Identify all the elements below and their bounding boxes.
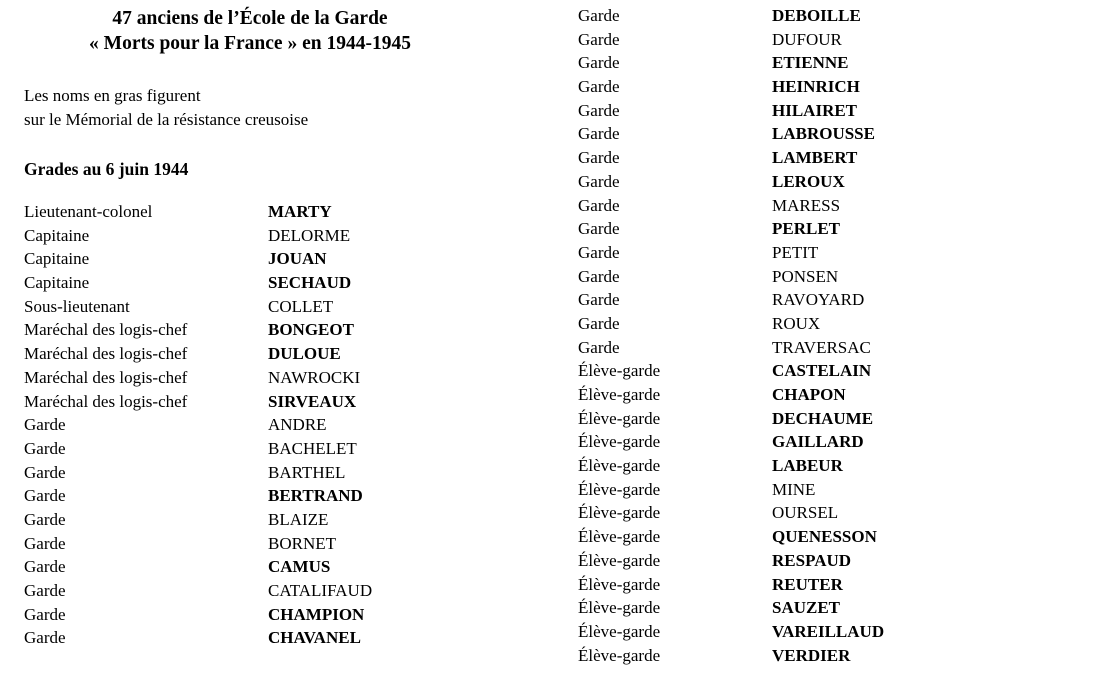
right-entry-list — [578, 4, 1088, 667]
list-item — [24, 366, 544, 390]
list-item — [578, 573, 1088, 597]
entry-rank: Garde — [578, 266, 620, 286]
entry-name: VAREILLAUD — [772, 621, 885, 641]
entry-name: BERTRAND — [268, 486, 363, 506]
entry-name: PERLET — [772, 219, 841, 239]
entry-name: CASTELAIN — [772, 361, 872, 381]
entry-name: NAWROCKI — [268, 367, 361, 387]
entry-rank: Élève-garde — [578, 598, 661, 618]
entry-rank: Maréchal des logis-chef — [24, 391, 188, 411]
entry-rank: Élève-garde — [578, 550, 661, 570]
entry-name: BLAIZE — [268, 509, 329, 529]
list-item — [24, 626, 544, 650]
entry-rank: Garde — [24, 557, 66, 577]
entry-rank: Élève-garde — [578, 527, 661, 547]
entry-name: TRAVERSAC — [772, 337, 871, 357]
entry-rank: Garde — [24, 415, 66, 435]
entry-name: BONGEOT — [268, 320, 354, 340]
entry-name: CHAMPION — [268, 604, 365, 624]
entry-name: QUENESSON — [772, 527, 877, 547]
entry-rank: Garde — [578, 242, 620, 262]
entry-rank: Garde — [578, 219, 620, 239]
page-title — [24, 6, 476, 56]
entry-name: LABEUR — [772, 456, 843, 476]
entry-rank: Capitaine — [24, 249, 90, 269]
entry-name: LEROUX — [772, 171, 845, 191]
entry-name: COLLET — [268, 296, 334, 316]
list-item — [24, 532, 544, 556]
entry-rank: Garde — [578, 6, 620, 25]
entry-rank: Garde — [578, 124, 620, 144]
entry-rank: Garde — [578, 195, 620, 215]
entry-name: PETIT — [772, 242, 819, 262]
entry-name: LABROUSSE — [772, 124, 875, 144]
list-item — [578, 146, 1088, 170]
entry-name: DULOUE — [268, 344, 341, 364]
entry-rank: Élève-garde — [578, 408, 661, 428]
list-item — [578, 644, 1088, 668]
list-item — [578, 359, 1088, 383]
list-item — [578, 407, 1088, 431]
entry-rank: Élève-garde — [578, 361, 661, 381]
list-item — [24, 437, 544, 461]
entry-rank: Maréchal des logis-chef — [24, 320, 188, 340]
entry-name: DECHAUME — [772, 408, 874, 428]
entry-name: HEINRICH — [772, 77, 860, 97]
entry-name: RAVOYARD — [772, 290, 865, 310]
entry-name: CHAVANEL — [268, 628, 361, 648]
legend-note-line-1: Les noms en gras figurent — [24, 86, 201, 105]
entry-rank: Garde — [578, 290, 620, 310]
entry-rank: Élève-garde — [578, 432, 661, 452]
entry-name: HILAIRET — [772, 100, 858, 120]
list-item — [578, 75, 1088, 99]
entry-rank: Garde — [578, 148, 620, 168]
list-item — [24, 603, 544, 627]
list-item — [578, 241, 1088, 265]
list-item — [24, 390, 544, 414]
list-item — [24, 247, 544, 271]
entry-rank: Sous-lieutenant — [24, 296, 130, 316]
entry-rank: Garde — [24, 628, 66, 648]
entry-rank: Élève-garde — [578, 645, 661, 665]
list-item — [578, 430, 1088, 454]
list-item — [578, 288, 1088, 312]
entry-rank: Garde — [24, 604, 66, 624]
list-item — [578, 478, 1088, 502]
entry-name: REUTER — [772, 574, 843, 594]
entry-name: JOUAN — [268, 249, 327, 269]
list-item — [24, 484, 544, 508]
entry-rank: Capitaine — [24, 273, 90, 293]
list-item — [578, 217, 1088, 241]
list-item — [578, 99, 1088, 123]
entry-name: BARTHEL — [268, 462, 346, 482]
entry-name: BORNET — [268, 533, 336, 553]
entry-name: MARTY — [268, 202, 332, 221]
entry-rank: Garde — [578, 100, 620, 120]
list-item — [578, 501, 1088, 525]
entry-name: VERDIER — [772, 645, 851, 665]
entry-name: ROUX — [772, 313, 821, 333]
list-item — [578, 28, 1088, 52]
list-item — [24, 461, 544, 485]
list-item — [578, 549, 1088, 573]
list-item — [578, 383, 1088, 407]
list-item — [578, 4, 1088, 28]
entry-rank: Garde — [24, 533, 66, 553]
entry-rank: Élève-garde — [578, 456, 661, 476]
entry-name: SECHAUD — [268, 273, 352, 293]
entry-name: PONSEN — [772, 266, 839, 286]
entry-rank: Élève-garde — [578, 621, 661, 641]
list-item — [578, 122, 1088, 146]
list-item — [24, 271, 544, 295]
entry-name: CATALIFAUD — [268, 581, 373, 600]
left-entry-list — [24, 200, 544, 650]
list-item — [578, 336, 1088, 360]
entry-rank: Garde — [24, 462, 66, 482]
list-item — [578, 312, 1088, 336]
entry-name: DEBOILLE — [772, 6, 861, 25]
entry-rank: Garde — [578, 53, 620, 73]
entry-name: CAMUS — [268, 557, 331, 577]
entry-name: CHAPON — [772, 385, 846, 404]
entry-rank: Garde — [24, 509, 66, 529]
left-column — [24, 0, 544, 650]
list-item — [24, 224, 544, 248]
entry-name: MINE — [772, 479, 816, 499]
list-item — [578, 51, 1088, 75]
entry-name: MARESS — [772, 195, 841, 215]
entry-rank: Garde — [24, 486, 66, 506]
list-item — [578, 265, 1088, 289]
entry-name: RESPAUD — [772, 550, 852, 570]
entry-name: SAUZET — [772, 598, 841, 618]
list-item — [578, 620, 1088, 644]
list-item — [578, 454, 1088, 478]
list-item — [578, 170, 1088, 194]
entry-rank: Maréchal des logis-chef — [24, 344, 188, 364]
list-item — [24, 200, 544, 224]
entry-rank: Capitaine — [24, 225, 90, 245]
list-item — [578, 525, 1088, 549]
entry-rank: Élève-garde — [578, 574, 661, 594]
entry-name: SIRVEAUX — [268, 391, 357, 411]
entry-rank: Garde — [24, 438, 66, 458]
list-item — [24, 579, 544, 603]
entry-rank: Garde — [578, 77, 620, 97]
entry-rank: Garde — [578, 171, 620, 191]
entry-rank: Garde — [578, 29, 620, 49]
section-subtitle: Grades au 6 juin 1944 — [24, 159, 189, 179]
list-item — [578, 194, 1088, 218]
entry-name: BACHELET — [268, 438, 357, 458]
list-item — [24, 555, 544, 579]
legend-note — [24, 84, 544, 132]
entry-rank: Maréchal des logis-chef — [24, 367, 188, 387]
entry-rank: Lieutenant-colonel — [24, 202, 153, 221]
list-item — [578, 596, 1088, 620]
list-item — [24, 342, 544, 366]
entry-name: DUFOUR — [772, 29, 842, 49]
entry-name: ETIENNE — [772, 53, 849, 73]
entry-rank: Garde — [24, 581, 66, 600]
list-item — [24, 318, 544, 342]
list-item — [24, 295, 544, 319]
title-line-2: « Morts pour la France » en 1944-1945 — [89, 33, 411, 54]
list-item — [24, 508, 544, 532]
entry-name: ANDRE — [268, 415, 327, 435]
entry-rank: Élève-garde — [578, 503, 661, 523]
list-item — [24, 413, 544, 437]
entry-name: LAMBERT — [772, 148, 858, 168]
legend-note-line-2: sur le Mémorial de la résistance creusoise — [24, 110, 309, 129]
entry-rank: Élève-garde — [578, 479, 661, 499]
entry-rank: Élève-garde — [578, 385, 661, 404]
entry-name: OURSEL — [772, 503, 839, 523]
title-line-1: 47 anciens de l’École de la Garde — [112, 8, 388, 29]
entry-rank: Garde — [578, 313, 620, 333]
entry-name: DELORME — [268, 225, 351, 245]
entry-name: GAILLARD — [772, 432, 864, 452]
right-column — [578, 0, 1088, 667]
entry-rank: Garde — [578, 337, 620, 357]
